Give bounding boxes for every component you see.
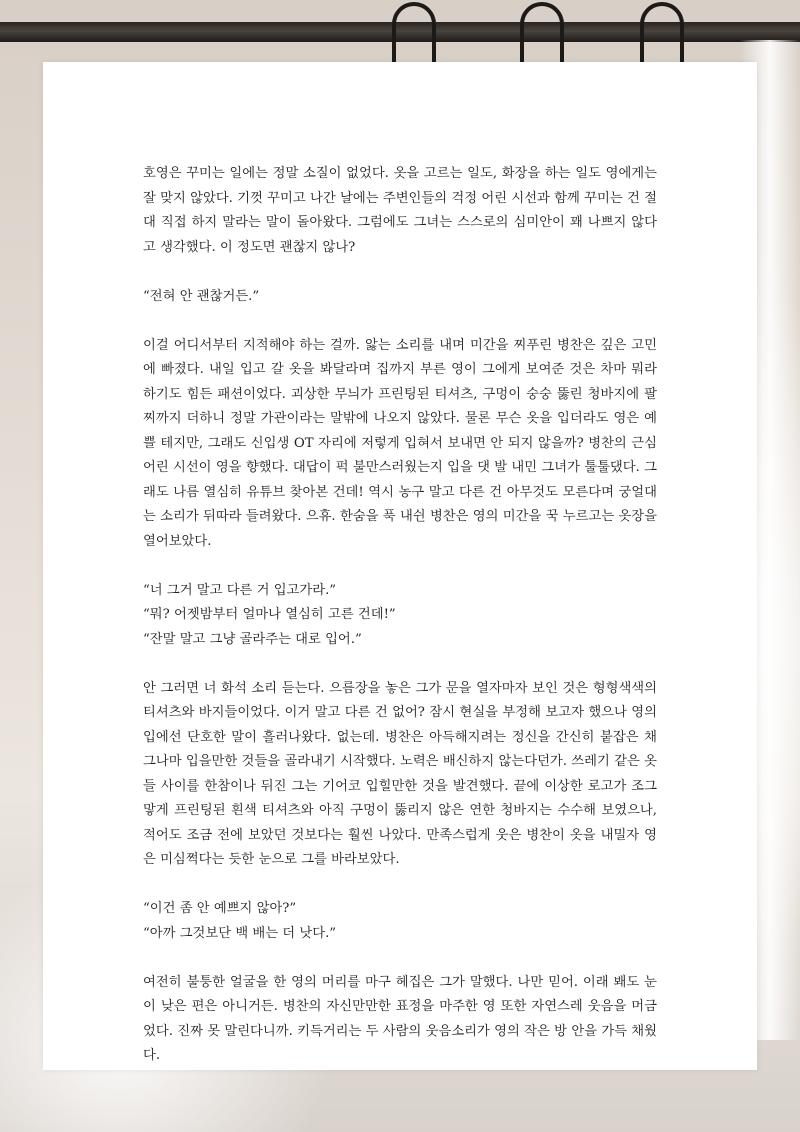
- paragraph: 여전히 불퉁한 얼굴을 한 영의 머리를 마구 헤집은 그가 말했다. 나만 믿어. 이래 봬도 눈이 낮은 편은 아니거든. 병찬의 자신만만한 표정을 마주한 영 또한 자연스레 웃음을 머금었다. 진짜 못 말린다니까. 키득거리는 두 사람의 웃음소리가 영의 작은 방 안을 가득 채웠다.: [143, 974, 657, 1063]
- hanger-hook: [520, 2, 564, 62]
- dialogue-line: “아까 그것보단 백 배는 더 낫다.”: [143, 925, 337, 941]
- paragraph: 이걸 어디서부터 지적해야 하는 걸까. 앓는 소리를 내며 미간을 찌푸린 병찬은 깊은 고민에 빠졌다. 내일 입고 갈 옷을 봐달라며 집까지 부른 영이 그에게 보여준 것은 차마 뭐라 하기도 힘든 패션이었다. 괴상한 무늬가 프린팅된 티셔츠, 구멍이 숭숭 뚫린 청바지에 팔찌까지 더하니 정말 가관이라는 말밖에 나오지 않았다. 물론 무슨 옷을 입더라도 영은 예쁠 테지만, 그래도 신입생 OT 자리에 저렇게 입혀서 보내면 안 되지 않을까? 병찬의 근심 어린 시선이 영을 향했다. 대답이 퍽 불만스러웠는지 입을 댓 발 내민 그녀가 툴툴댔다. 그래도 나름 열심히 유튜브 찾아본 건데! 역시 농구 말고 다른 건 아무것도 모른다며 궁얼대는 소리가 뒤따라 들려왔다. 으휴. 한숨을 푹 내쉰 병찬은 영의 미간을 꾹 누르고는 옷장을 열어보았다.: [143, 337, 657, 549]
- story-text: [143, 162, 657, 1093]
- paragraph: 호영은 꾸미는 일에는 정말 소질이 없었다. 옷을 고르는 일도, 화장을 하는 일도 영에게는 잘 맞지 않았다. 기껏 꾸미고 나간 날에는 주변인들의 걱정 어린 시선과 함께 꾸미는 건 절대 직접 하지 말라는 말이 돌아왔다. 그럼에도 그녀는 스스로의 심미안이 꽤 나쁘지 않다고 생각했다. 이 정도면 괜찮지 않나?: [143, 166, 657, 255]
- hanger-hook: [640, 2, 684, 62]
- document-page: [43, 62, 757, 1070]
- dialogue-line: “잔말 말고 그냥 골라주는 대로 입어.”: [143, 631, 362, 647]
- hanger-hook: [392, 2, 436, 62]
- dialogue-line: “이건 좀 안 예쁘지 않아?”: [143, 901, 297, 916]
- dialogue-line: “뭐? 어젯밤부터 얼마나 열심히 고른 건데!”: [143, 607, 396, 622]
- dialogue-line: “전혀 안 괜찮거든.”: [143, 288, 260, 304]
- paragraph: 안 그러면 너 화석 소리 듣는다. 으름장을 놓은 그가 문을 열자마자 보인 것은 형형색색의 티셔츠와 바지들이었다. 이거 말고 다른 건 없어? 잠시 현실을 부정해 보고자 했으나 영의 입에선 단호한 말이 흘러나왔다. 없는데. 병찬은 아득해지려는 정신을 간신히 붙잡은 채 그나마 입을만한 것들을 골라내기 시작했다. 노력은 배신하지 않는다던가. 쓰레기 같은 옷들 사이를 한참이나 뒤진 그는 기어코 입힐만한 것을 발견했다. 끝에 이상한 로고가 조그맣게 프린팅된 흰색 티셔츠와 아직 구멍이 뚫리지 않은 연한 청바지는 수수해 보였으나, 적어도 조금 전에 보았던 것보다는 훨씬 나았다. 만족스럽게 웃은 병찬이 옷을 내밀자 영은 미심쩍다는 듯한 눈으로 그를 바라보았다.: [143, 680, 657, 867]
- dialogue-line: “너 그거 말고 다른 거 입고가라.”: [143, 582, 337, 598]
